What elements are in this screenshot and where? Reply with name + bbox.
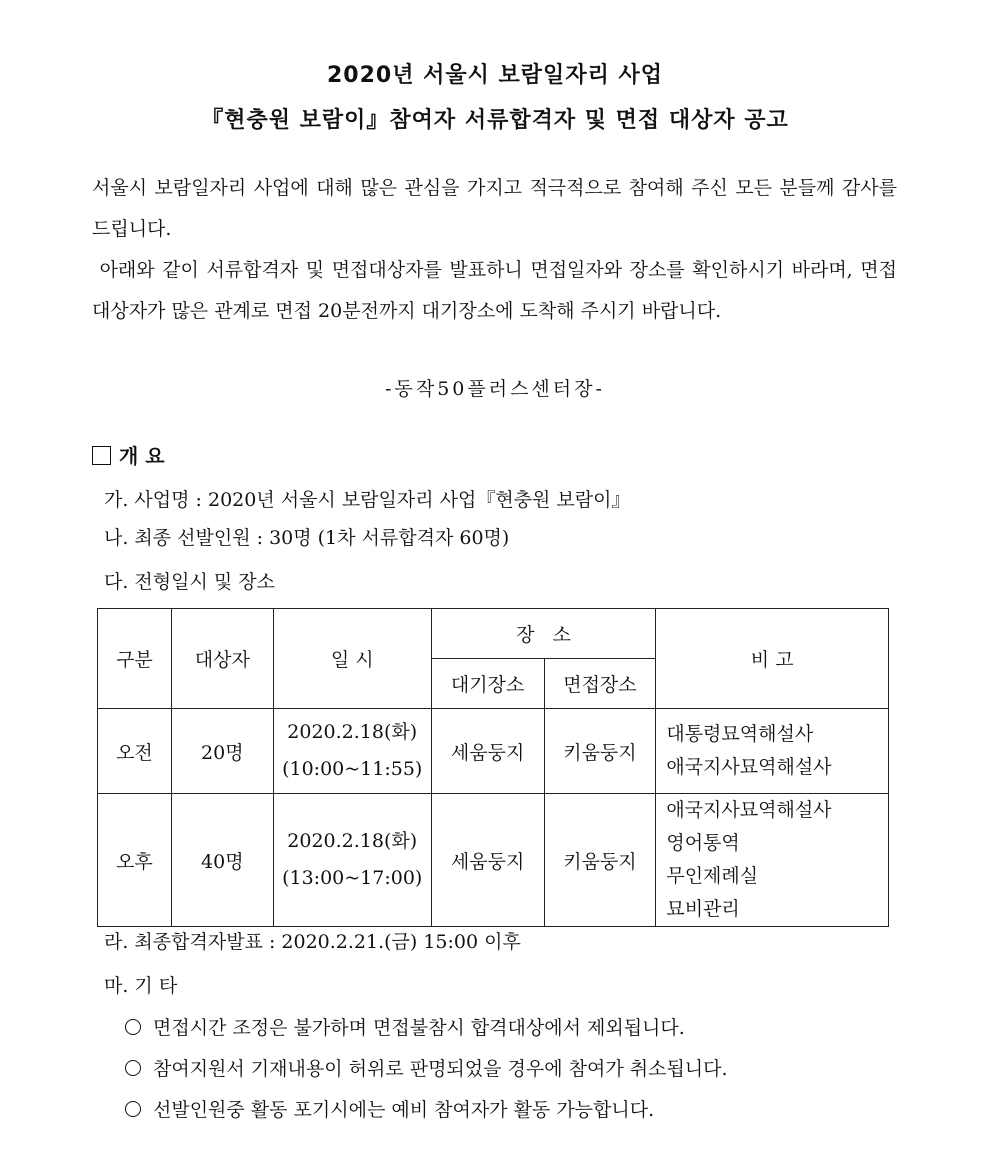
overview-item-final-announcement: 라. 최종합격자발표 : 2020.2.21.(금) 15:00 이후 xyxy=(104,931,521,953)
schedule-table xyxy=(97,608,889,927)
circle-bullet-icon xyxy=(125,1019,141,1035)
circle-bullet-icon xyxy=(125,1101,141,1117)
table-row xyxy=(98,709,889,794)
row-target: 20명 xyxy=(171,709,273,794)
table-row xyxy=(98,794,889,927)
intro-paragraph-2: 아래와 같이 서류합격자 및 면접대상자를 발표하니 면접일자와 장소를 확인하시기 바라며, 면접대상자가 많은 관계로 면접 20분전까지 대기장소에 도착해 주시기 바랍니다. xyxy=(92,259,897,322)
circle-bullet-icon xyxy=(125,1060,141,1076)
overview-item-etc: 마. 기 타 xyxy=(104,975,178,997)
header-datetime: 일 시 xyxy=(273,609,431,709)
overview-item-schedule: 다. 전형일시 및 장소 xyxy=(104,571,275,593)
overview-item-project-name: 가. 사업명 : 2020년 서울시 보람일자리 사업『현충원 보람이』 xyxy=(104,489,631,511)
etc-bullet-item: 참여지원서 기재내용이 허위로 판명되었을 경우에 참여가 취소됩니다. xyxy=(125,1054,728,1081)
row-waiting-place: 세움둥지 xyxy=(431,709,544,794)
row-note: 대통령묘역해설사 애국지사묘역해설사 xyxy=(656,709,889,794)
signature: -동작50플러스센터장- xyxy=(385,378,605,400)
overview-heading: 개 요 xyxy=(92,440,165,469)
header-note: 비 고 xyxy=(656,609,889,709)
intro-text xyxy=(92,168,897,332)
row-waiting-place: 세움둥지 xyxy=(431,794,544,927)
row-note: 애국지사묘역해설사 영어통역 무인제례실 묘비관리 xyxy=(656,794,889,927)
header-target: 대상자 xyxy=(171,609,273,709)
row-interview-place: 키움둥지 xyxy=(544,794,656,927)
row-target: 40명 xyxy=(171,794,273,927)
checkbox-square-icon xyxy=(92,446,111,465)
header-division: 구분 xyxy=(98,609,172,709)
header-interview-place: 면접장소 xyxy=(544,659,656,709)
header-place: 장 소 xyxy=(431,609,656,659)
row-division: 오전 xyxy=(98,709,172,794)
row-datetime: 2020.2.18(화) (10:00~11:55) xyxy=(273,709,431,794)
header-waiting-place: 대기장소 xyxy=(431,659,544,709)
etc-bullet-item: 면접시간 조정은 불가하며 면접불참시 합격대상에서 제외됩니다. xyxy=(125,1013,685,1040)
document-title-line1: 2020년 서울시 보람일자리 사업 xyxy=(327,63,663,88)
row-datetime: 2020.2.18(화) (13:00~17:00) xyxy=(273,794,431,927)
row-division: 오후 xyxy=(98,794,172,927)
document-title-line2: 『현충원 보람이』참여자 서류합격자 및 면접 대상자 공고 xyxy=(201,108,789,133)
etc-bullet-item: 선발인원중 활동 포기시에는 예비 참여자가 활동 가능합니다. xyxy=(125,1095,654,1122)
overview-item-headcount: 나. 최종 선발인원 : 30명 (1차 서류합격자 60명) xyxy=(104,527,510,549)
row-interview-place: 키움둥지 xyxy=(544,709,656,794)
intro-paragraph-1: 서울시 보람일자리 사업에 대해 많은 관심을 가지고 적극적으로 참여해 주신 모든 분들께 감사를 드립니다. xyxy=(92,177,897,240)
